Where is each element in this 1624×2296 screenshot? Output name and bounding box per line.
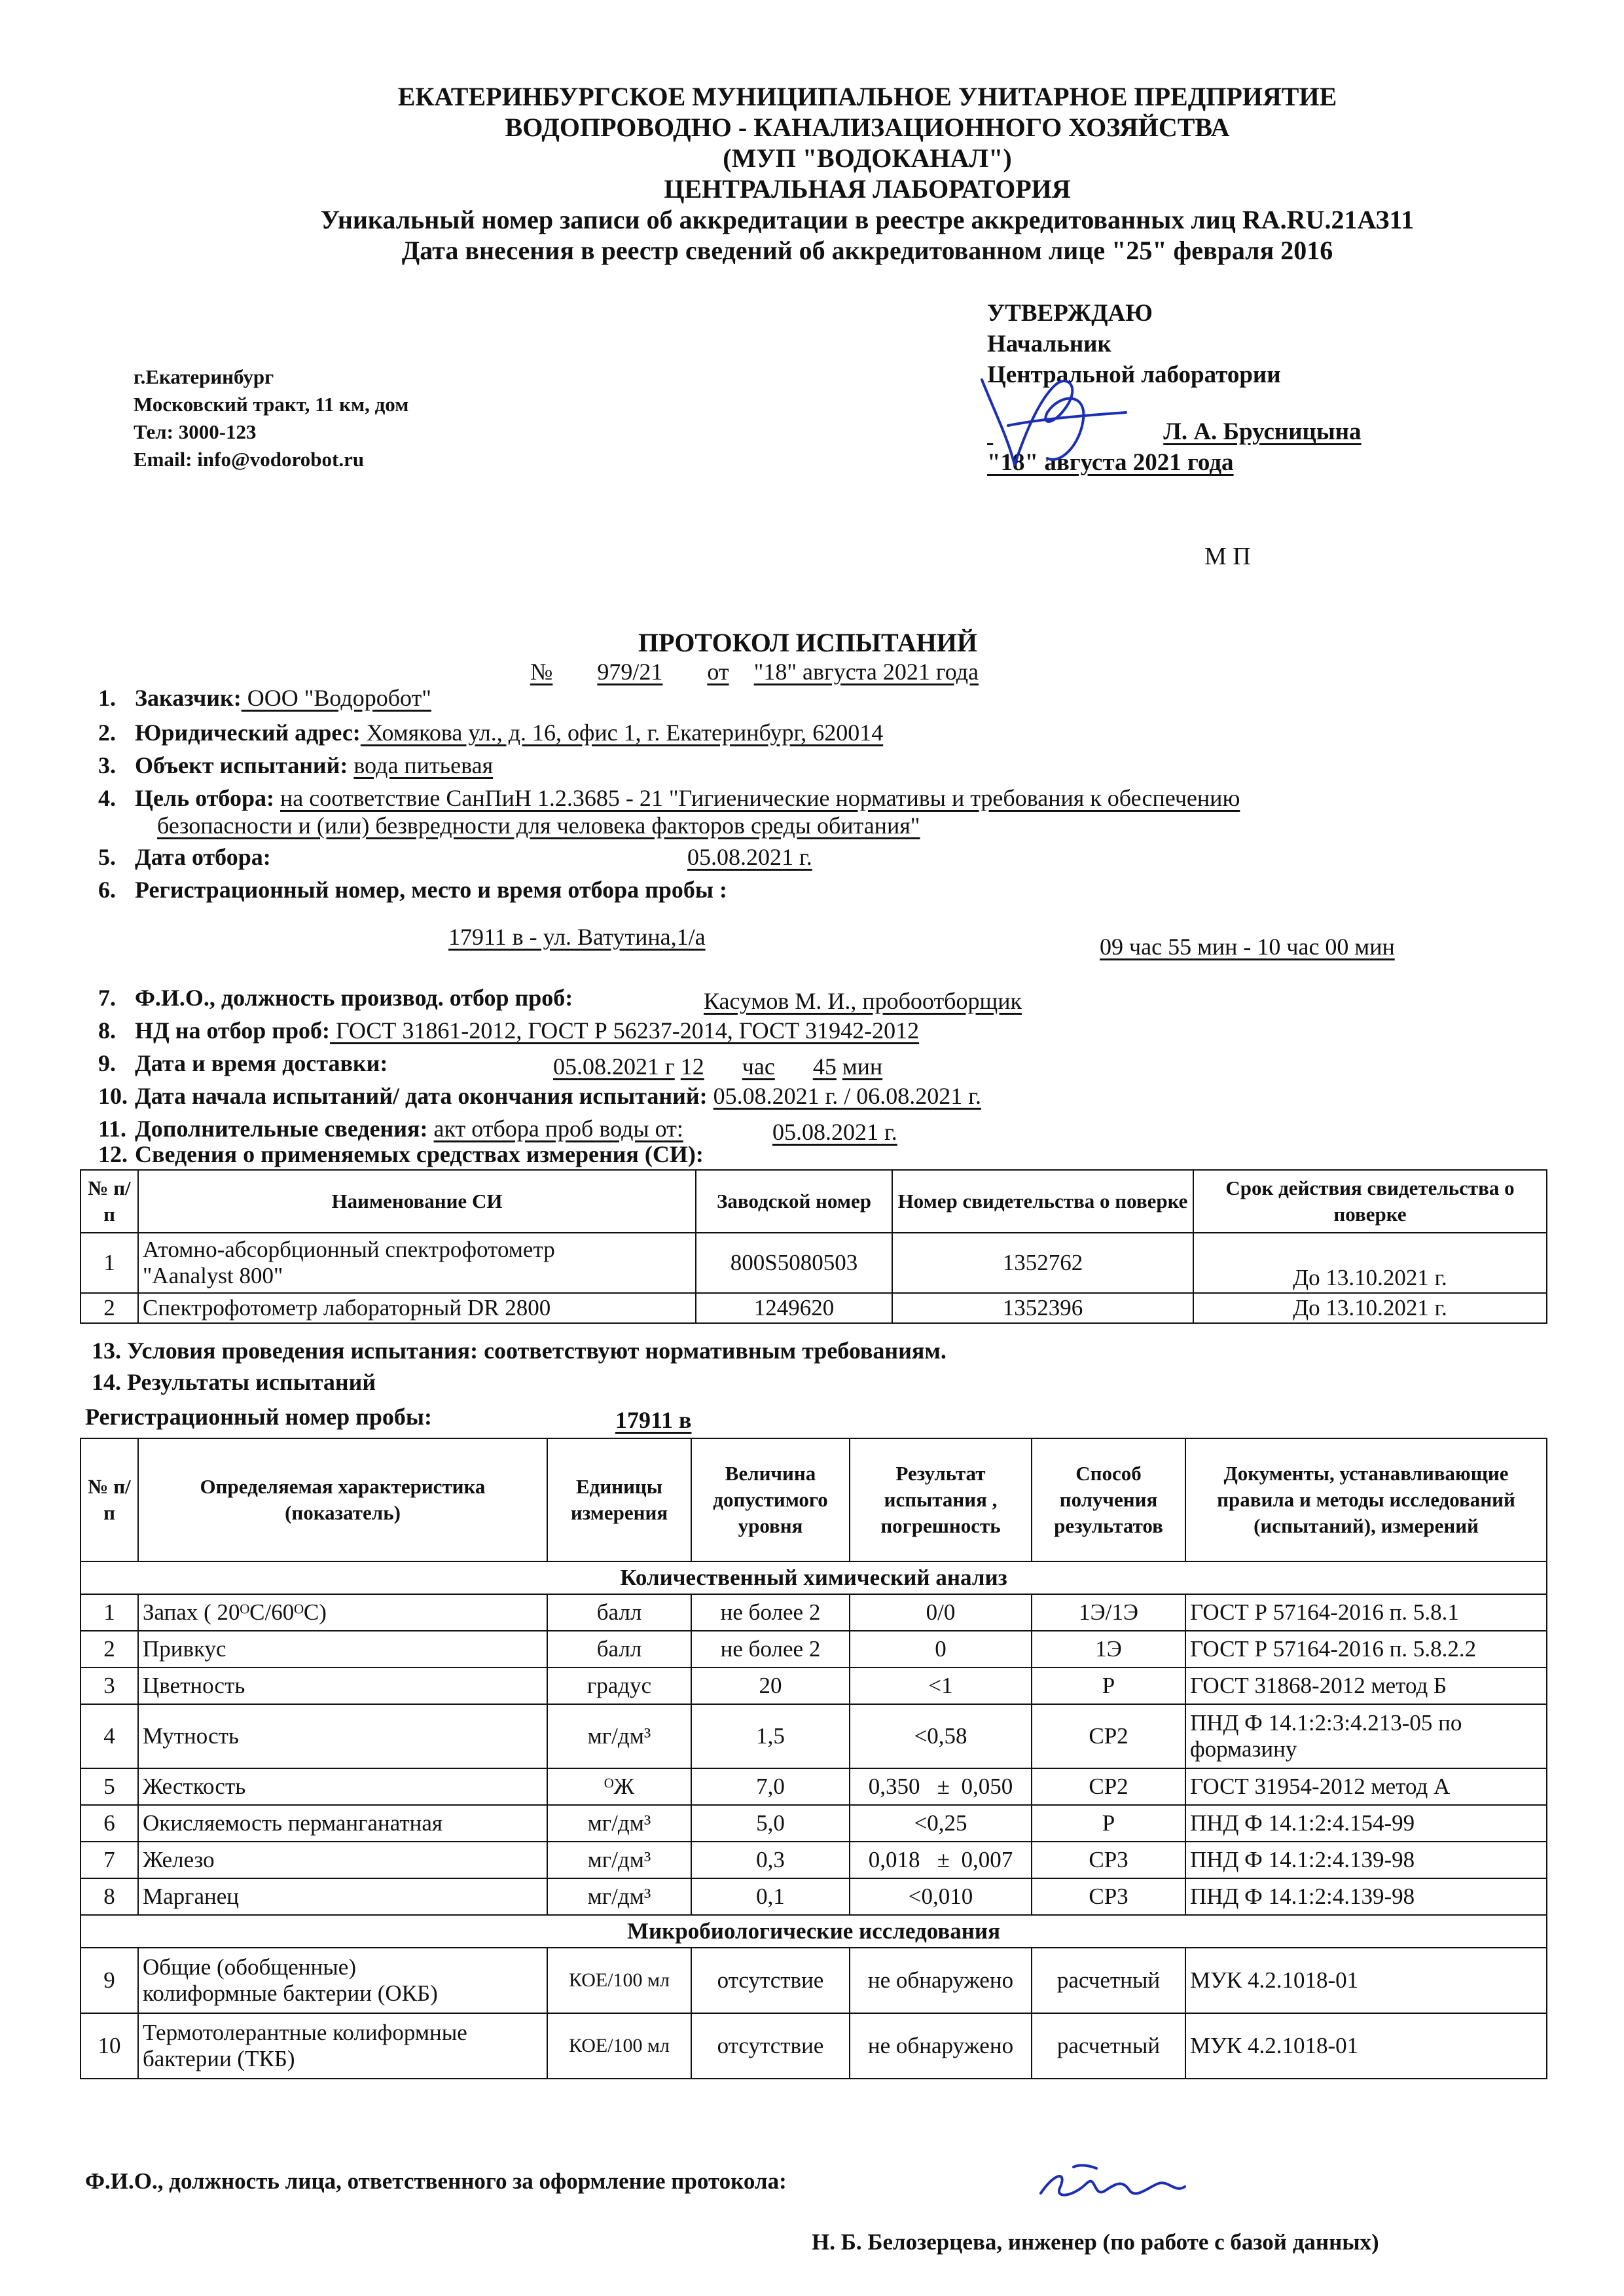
table-row (81, 1293, 1547, 1323)
field-delivery: 9. Дата и время доставки: (98, 1050, 388, 1076)
contact-email: Email: info@vodorobot.ru (134, 448, 365, 471)
field-sampling-standards: 8. НД на отбор проб: ГОСТ 31861-2012, ГОСТ Р 56237-2014, ГОСТ 31942-2012 (98, 1017, 920, 1044)
delivery-value: 05.08.2021 г 12 час 45 мин (553, 1053, 883, 1080)
responsible-label: Ф.И.О., должность лица, ответственного за оформление протокола: (85, 2168, 787, 2194)
protocol-title: ПРОТОКОЛ ИСПЫТАНИЙ (638, 628, 977, 657)
table-row: 4 Мутность мг/дм³ 1,5 <0,58 СР2 ПНД Ф 14.1:2:3:4.213-05 по формазину (81, 1704, 1547, 1768)
approval-position-2: Центральной лаборатории (987, 361, 1281, 388)
header-method: Способ получения результатов (1032, 1438, 1185, 1561)
field-sampler: 7. Ф.И.О., должность производ. отбор проб: (98, 985, 573, 1011)
approver-signature-icon (969, 367, 1139, 478)
header-units: Единицы измерения (547, 1438, 691, 1561)
sampling-date-value: 05.08.2021 г. (687, 844, 812, 870)
section-microbiology: Микробиологические исследования (81, 1915, 1547, 1948)
protocol-number (530, 658, 979, 685)
table-row: 2 Привкус балл не более 2 0 1Э ГОСТ Р 57164-2016 п. 5.8.2.2 (81, 1631, 1547, 1667)
accreditation-date: Дата внесения в реестр сведений об аккредитованном лице "25" февраля 2016 (401, 236, 1333, 265)
contact-phone: Тел: 3000-123 (134, 420, 257, 443)
contact-city: г.Екатеринбург (134, 365, 274, 388)
table-row: 3 Цветность градус 20 <1 Р ГОСТ 31868-2012 метод Б (81, 1667, 1547, 1704)
header-no: № п/п (81, 1438, 138, 1561)
valid-until: До 13.10.2021 г. (1193, 1293, 1547, 1323)
field-additional: 11. Дополнительные сведения: акт отбора проб воды от: (98, 1116, 683, 1142)
responsible-name: Н. Б. Белозерцева, инженер (по работе с базой данных) (812, 2229, 1379, 2255)
organization-header (151, 81, 1584, 266)
approval-position: Начальник (987, 331, 1111, 357)
field-results-heading: 14. Результаты испытаний (92, 1369, 376, 1395)
sample-reg-label: Регистрационный номер пробы: (85, 1404, 432, 1430)
row-no: 1 (81, 1233, 138, 1293)
field-sampling-purpose: 4. Цель отбора: на соответствие СанПиН 1.2.3685 - 21 "Гигиенические нормативы и требования к обеспечению (98, 785, 1240, 811)
table-row: 6 Окисляемость перманганатная мг/дм³ 5,0 <0,25 Р ПНД Ф 14.1:2:4.154-99 (81, 1805, 1547, 1842)
number-sign: № (530, 659, 553, 685)
field-legal-address: 2. Юридический адрес: Хомякова ул., д. 16, офис 1, г. Екатеринбург, 620014 (98, 720, 884, 746)
org-line-1: ЕКАТЕРИНБУРГСКОЕ МУНИЦИПАЛЬНОЕ УНИТАРНОЕ ПРЕДПРИЯТИЕ (397, 82, 1337, 111)
header-no: № п/п (81, 1170, 138, 1233)
field-test-dates: 10. Дата начала испытаний/ дата окончания испытаний: 05.08.2021 г. / 06.08.2021 г. (98, 1083, 982, 1109)
section-row (81, 1561, 1547, 1594)
field-customer: 1. Заказчик: ООО "Водоробот" (98, 685, 431, 711)
field-instruments: 12. Сведения о применяемых средствах измерения (СИ): (98, 1141, 704, 1167)
serial-number: 800S5080503 (696, 1233, 892, 1293)
header-limit: Величина допустимого уровня (691, 1438, 850, 1561)
contact-address: Московский тракт, 11 км, дом (134, 393, 409, 416)
field-registration: 6. Регистрационный номер, место и время отбора пробы : (98, 877, 728, 903)
certificate-number: 1352762 (892, 1233, 1193, 1293)
stamp-label: М П (1204, 543, 1251, 570)
instruments-table (80, 1169, 1547, 1324)
approver-name: Л. А. Брусницына (1163, 418, 1362, 445)
responsible-signature-icon (1034, 2160, 1204, 2213)
results-header-row (81, 1438, 1547, 1561)
approval-title: УТВЕРЖДАЮ (987, 300, 1153, 327)
header-validity: Срок действия свидетельства о поверке (1193, 1170, 1547, 1233)
table-row: 8 Марганец мг/дм³ 0,1 <0,010 СР3 ПНД Ф 14.1:2:4.139-98 (81, 1878, 1547, 1915)
table-row: 10 Термотолерантные колиформные бактерии (ТКБ) КОЕ/100 мл отсутствие не обнаружено расчетный МУК 4.2.1018-01 (81, 2013, 1547, 2079)
header-characteristic: Определяемая характеристика (показатель) (138, 1438, 547, 1561)
results-table (80, 1438, 1547, 2079)
header-result: Результат испытания , погрешность (850, 1438, 1032, 1561)
instrument-name: Спектрофотометр лабораторный DR 2800 (138, 1293, 696, 1323)
field-sampling-date: 5. Дата отбора: (98, 844, 271, 870)
certificate-number: 1352396 (892, 1293, 1193, 1323)
section-row (81, 1915, 1547, 1948)
org-line-3: (МУП "ВОДОКАНАЛ") (723, 143, 1012, 173)
org-line-2: ВОДОПРОВОДНО - КАНАЛИЗАЦИОННОГО ХОЗЯЙСТВА (505, 113, 1230, 142)
table-row: 1 Запах ( 20ᴼС/60ᴼС) балл не более 2 0/0 1Э/1Э ГОСТ Р 57164-2016 п. 5.8.1 (81, 1594, 1547, 1631)
header-serial: Заводской номер (696, 1170, 892, 1233)
table-row (81, 1233, 1547, 1293)
table-row: 9 Общие (обобщенные) колиформные бактерии (ОКБ) КОЕ/100 мл отсутствие не обнаружено расчетный МУК 4.2.1018-01 (81, 1948, 1547, 2013)
serial-number: 1249620 (696, 1293, 892, 1323)
header-certificate: Номер свидетельства о поверке (892, 1170, 1193, 1233)
sample-reg-value: 17911 в (615, 1407, 692, 1433)
header-si-name: Наименование СИ (138, 1170, 696, 1233)
contacts-block (134, 363, 408, 473)
instruments-header-row (81, 1170, 1547, 1233)
sampler-value: Касумов М. И., пробоотборщик (704, 988, 1022, 1014)
header-documents: Документы, устанавливающие правила и методы исследований (испытаний), измерений (1185, 1438, 1547, 1561)
sample-time: 09 час 55 мин - 10 час 00 мин (1100, 934, 1395, 960)
field-test-object: 3. Объект испытаний: вода питьевая (98, 752, 494, 778)
additional-date: 05.08.2021 г. (772, 1119, 897, 1145)
valid-until: До 13.10.2021 г. (1193, 1233, 1547, 1293)
protocol-number-value: 979/21 (597, 659, 663, 685)
sample-location: 17911 в - ул. Ватутина,1/а (448, 924, 706, 950)
instrument-name: Атомно-абсорбционный спектрофотометр "Aanalyst 800" (138, 1233, 696, 1293)
section-chemical: Количественный химический анализ (81, 1561, 1547, 1594)
from-label: от (707, 659, 729, 685)
protocol-date: "18" августа 2021 года (753, 659, 979, 685)
table-row: 7 Железо мг/дм³ 0,3 0,018 ± 0,007 СР3 ПНД Ф 14.1:2:4.139-98 (81, 1842, 1547, 1878)
row-no: 2 (81, 1293, 138, 1323)
accreditation-number: Уникальный номер записи об аккредитации в реестре аккредитованных лиц RA.RU.21АЗ11 (320, 205, 1415, 234)
field-sampling-purpose-cont: безопасности и (или) безвредности для человека факторов среды обитания" (157, 812, 920, 839)
approval-date: "18" августа 2021 года (987, 449, 1234, 476)
org-line-4: ЦЕНТРАЛЬНАЯ ЛАБОРАТОРИЯ (664, 174, 1071, 204)
field-conditions: 13. Условия проведения испытания: соответствуют нормативным требованиям. (92, 1338, 947, 1364)
table-row: 5 Жесткость ᴼЖ 7,0 0,350 ± 0,050 СР2 ГОСТ 31954-2012 метод А (81, 1768, 1547, 1805)
